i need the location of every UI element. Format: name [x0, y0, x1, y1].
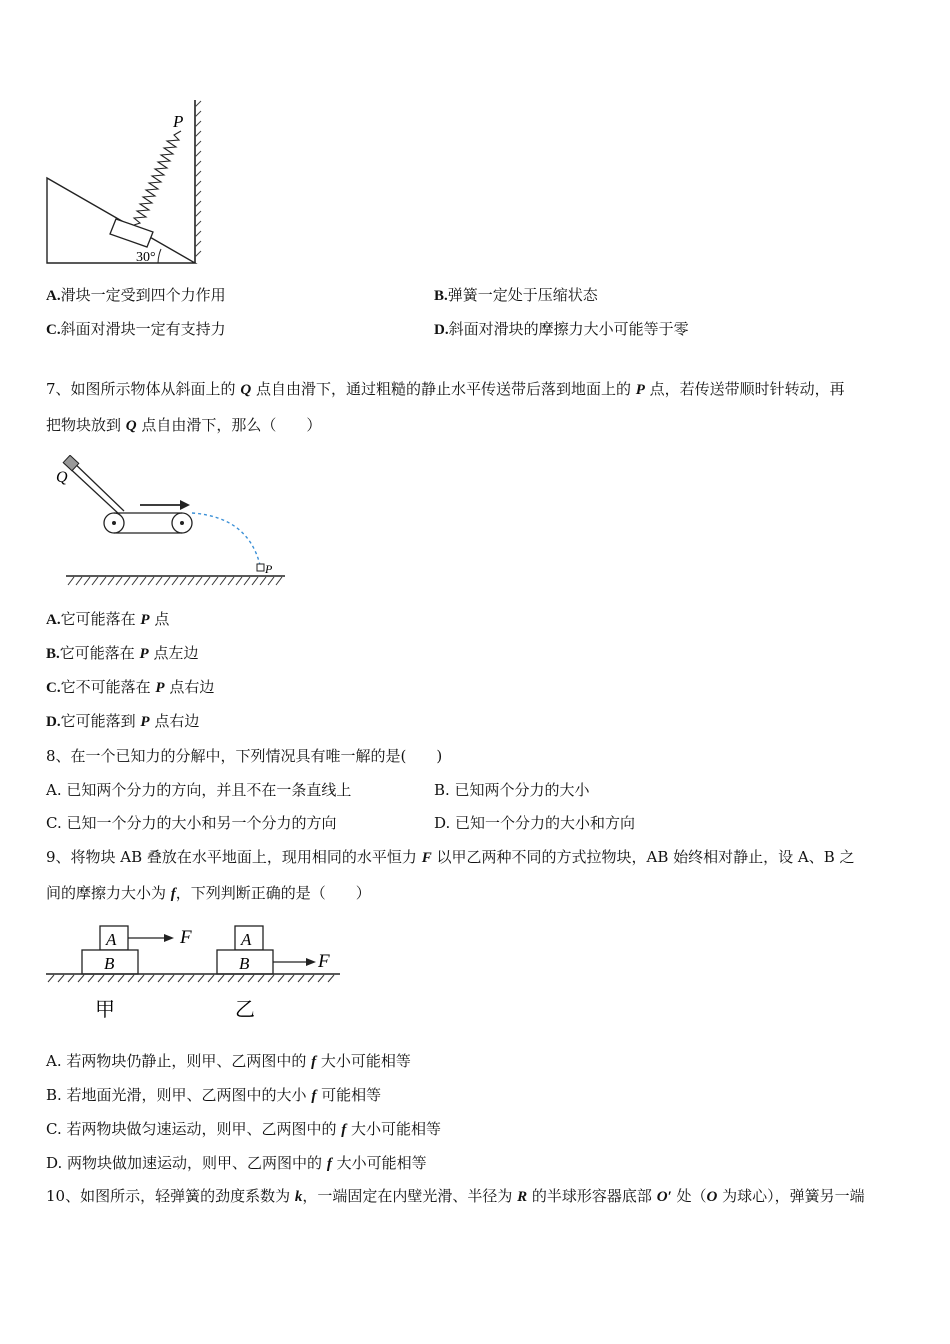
trajectory: [192, 513, 260, 565]
stacked-blocks-figure: [42, 918, 344, 1026]
angle-arc: [158, 249, 161, 263]
p-label: P: [265, 562, 273, 576]
label-jia: 甲: [95, 999, 115, 1021]
q8-option-c[interactable]: C. 已知一个分力的大小和另一个分力的方向: [46, 814, 337, 832]
q7-option-a[interactable]: A.它可能落在 P 点: [46, 610, 170, 628]
q-label: Q: [56, 469, 68, 486]
angle-label: 30°: [136, 250, 156, 265]
q10-stem-line1: 10、如图所示，轻弹簧的劲度系数为 k，一端固定在内壁光滑、半径为 R 的半球形容器底部 O′ 处（O 为球心），弹簧另一端: [46, 1187, 865, 1205]
svg-text:B: B: [239, 954, 250, 973]
q6-option-b[interactable]: B.弹簧一定处于压缩状态: [434, 286, 598, 304]
q6-option-d[interactable]: D.斜面对滑块的摩擦力大小可能等于零: [434, 320, 689, 338]
conveyor-figure: [52, 455, 292, 587]
q8-option-d[interactable]: D. 已知一个分力的大小和方向: [434, 814, 636, 832]
svg-text:A: A: [106, 930, 117, 949]
q9-option-c[interactable]: C. 若两物块做匀速运动，则甲、乙两图中的 f 大小可能相等: [46, 1120, 442, 1138]
spring: [134, 131, 181, 225]
q8-option-b[interactable]: B. 已知两个分力的大小: [434, 781, 590, 799]
svg-text:F: F: [180, 927, 192, 948]
q9-stem-line1: 9、将物块 AB 叠放在水平地面上，现用相同的水平恒力 F 以甲乙两种不同的方式拉物块，AB 始终相对静止，设 A、B 之: [46, 848, 855, 866]
q7-option-d[interactable]: D.它可能落到 P 点右边: [46, 712, 200, 730]
svg-text:A: A: [241, 930, 252, 949]
label-yi: 乙: [235, 999, 255, 1021]
q7-option-c[interactable]: C.它不可能落在 P 点右边: [46, 678, 215, 696]
q7-stem-line2: 把物块放到 Q 点自由滑下，那么（ ）: [46, 416, 322, 434]
q6-option-a[interactable]: A.滑块一定受到四个力作用: [46, 286, 226, 304]
q9-option-b[interactable]: B. 若地面光滑，则甲、乙两图中的大小 f 可能相等: [46, 1086, 382, 1104]
q9-option-a[interactable]: A. 若两物块仍静止，则甲、乙两图中的 f 大小可能相等: [46, 1052, 411, 1070]
slider-block: [110, 219, 153, 247]
point-p-label: P: [173, 112, 184, 131]
q8-option-a[interactable]: A. 已知两个分力的方向，并且不在一条直线上: [46, 781, 352, 799]
incline-spring-figure: [40, 95, 210, 270]
q9-stem-line2: 间的摩擦力大小为 f，下列判断正确的是（ ）: [46, 884, 371, 902]
q7-option-b[interactable]: B.它可能落在 P 点左边: [46, 644, 199, 662]
q9-option-d[interactable]: D. 两物块做加速运动，则甲、乙两图中的 f 大小可能相等: [46, 1154, 427, 1172]
q8-stem: 8、在一个已知力的分解中，下列情况具有唯一解的是( ): [46, 747, 443, 765]
svg-text:F: F: [318, 951, 330, 972]
q6-option-c[interactable]: C.斜面对滑块一定有支持力: [46, 320, 226, 338]
q7-stem-line1: 7、如图所示物体从斜面上的 Q 点自由滑下，通过粗糙的静止水平传送带后落到地面上的 P 点，若传送带顺时针转动，再: [46, 380, 845, 398]
svg-text:B: B: [104, 954, 115, 973]
